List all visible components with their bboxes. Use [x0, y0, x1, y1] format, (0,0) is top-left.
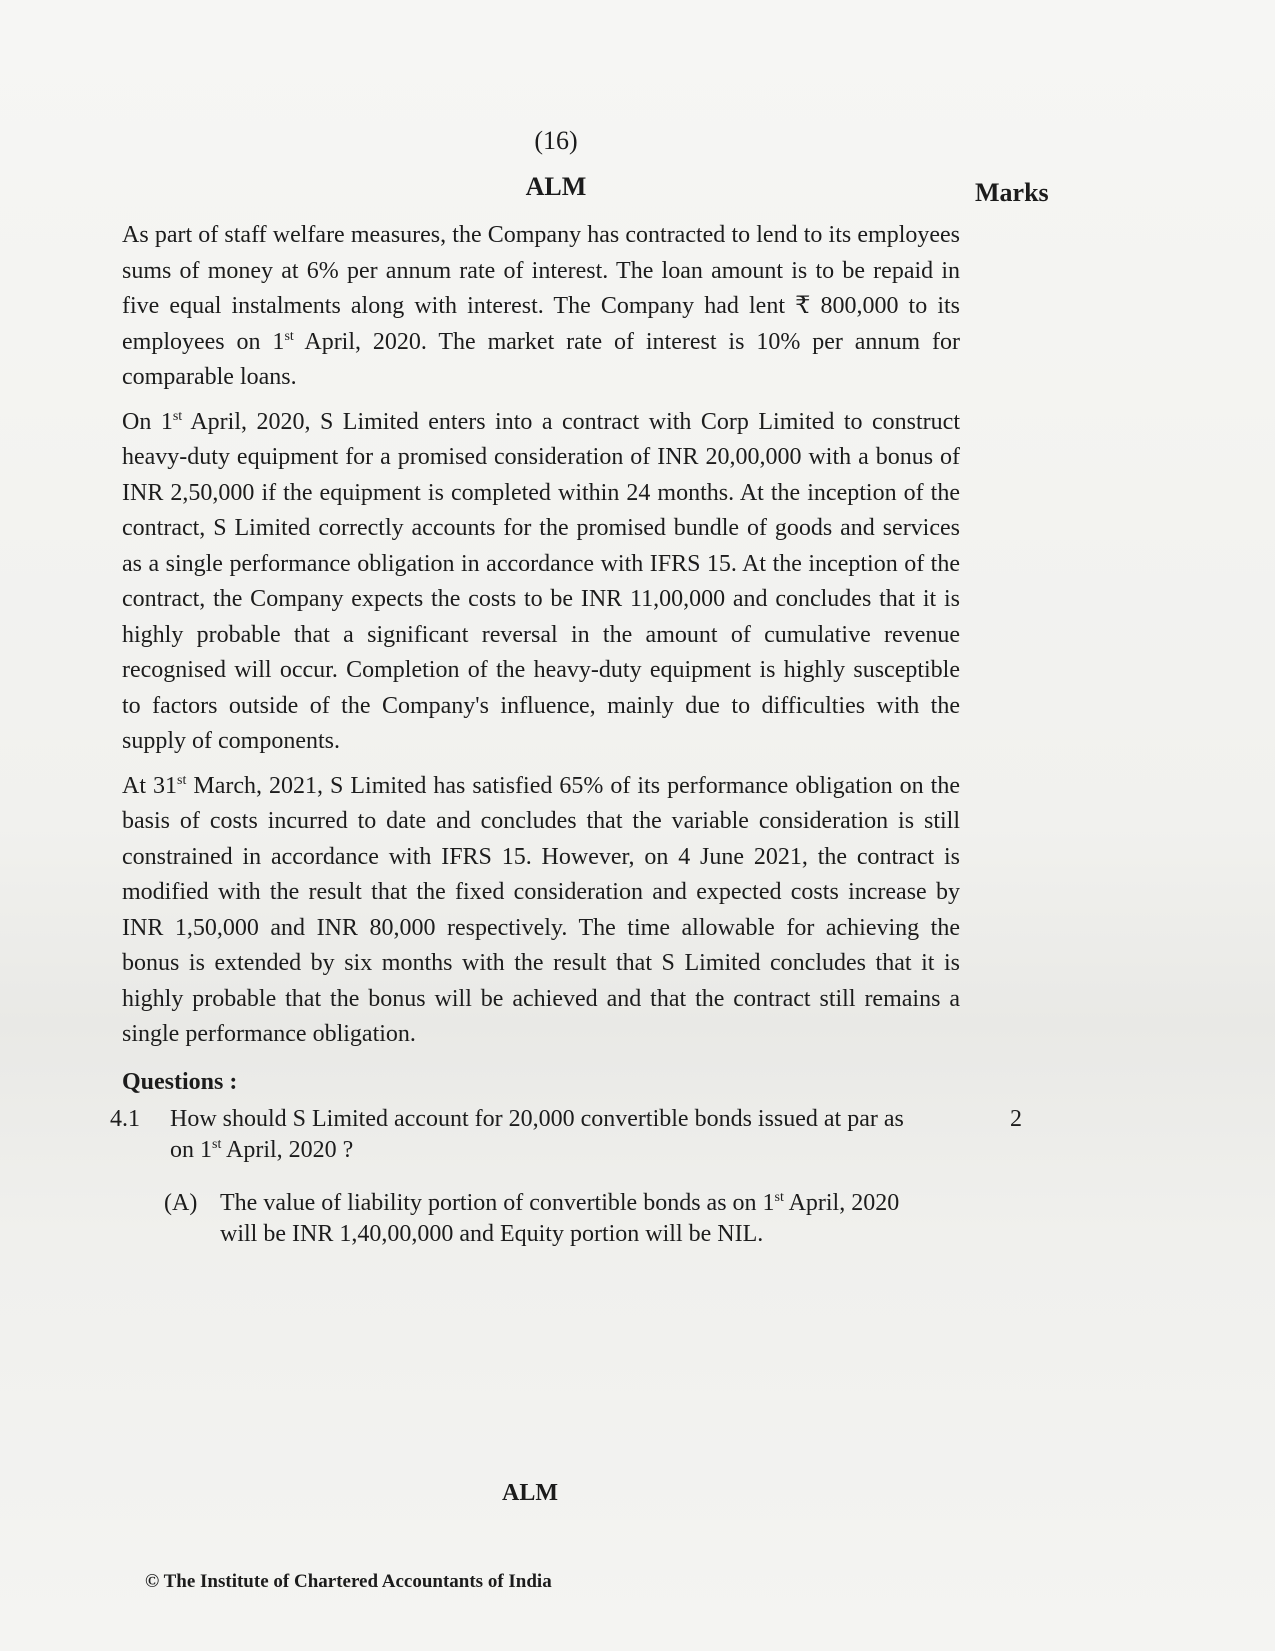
page-number: (16) — [534, 126, 578, 155]
question-text: How should S Limited account for 20,000 convertible bonds issued at par as on 1st April, 2020 ? — [170, 1105, 904, 1163]
question-marks: 2 — [1010, 1105, 1022, 1132]
option-a-text: The value of liability portion of convertible bonds as on 1st April, 2020 will be INR 1,40,00,000 and Equity portion will be NIL. — [220, 1189, 900, 1247]
marks-column-label: Marks — [975, 178, 1049, 207]
footer-paper-code: ALM — [502, 1480, 558, 1506]
header-paper-code: ALM — [525, 172, 587, 201]
paragraph-contract: On 1st April, 2020, S Limited enters into a contract with Corp Limited to construct heavy-duty equipment for a promised consideration of INR 20,00,000 with a bonus of INR 2,50,000 if the equipment is completed within 24 months. At the inception of the contract, S Limited correctly accounts for the promised bundle of goods and services as a single performance obligation in accordance with IFRS 15. At the inception of the contract, the Company expects the costs to be INR 11,00,000 and concludes that it is highly probable that a significant reversal in the amount of cumulative revenue recognised will occur. Completion of the heavy-duty equipment is highly susceptible to factors outside of the Company's influence, mainly due to difficulties with the supply of components. — [122, 408, 960, 754]
question-number: 4.1 — [110, 1105, 140, 1132]
option-a[interactable] — [122, 1188, 960, 1250]
option-a-label: (A) — [164, 1189, 198, 1216]
paragraph-modification: At 31st March, 2021, S Limited has satisfied 65% of its performance obligation on the basis of costs incurred to date and concludes that the variable consideration is still constrained in accordance with IFRS 15. However, on 4 June 2021, the contract is modified with the result that the fixed consideration and expected costs increase by INR 1,50,000 and INR 80,000 respectively. The time allowable for achieving the bonus is extended by six months with the result that S Limited concludes that it is highly probable that the bonus will be achieved and that the contract still remains a single performance obligation. — [122, 772, 961, 1047]
questions-heading: Questions : — [122, 1068, 238, 1095]
paragraph-staff-loans: As part of staff welfare measures, the Company has contracted to lend to its employees sums of money at 6% per annum rate of interest. The loan amount is to be repaid in five equal instalments along with interest. The Company had lent ₹ 800,000 to its employees on 1st April, 2020. The market rate of interest is 10% per annum for comparable loans. — [122, 222, 960, 390]
question-4-1 — [110, 1104, 1022, 1166]
question-body — [110, 218, 1022, 1250]
copyright-notice: © The Institute of Chartered Accountants of India — [145, 1571, 552, 1592]
